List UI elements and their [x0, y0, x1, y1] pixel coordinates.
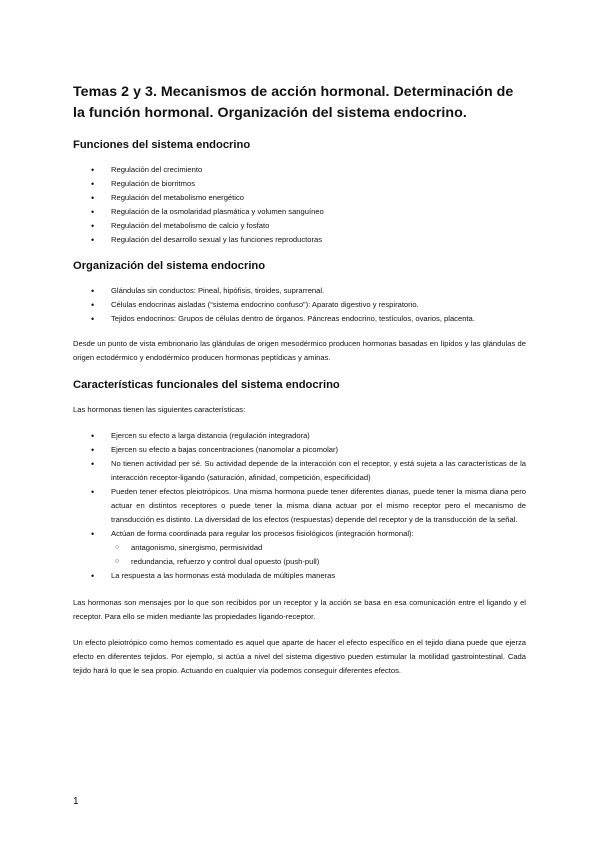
list-item: • Regulación del desarrollo sexual y las funciones reproductoras [91, 233, 526, 247]
organizacion-list [73, 284, 526, 326]
document-page [73, 82, 526, 679]
list-item: • Glándulas sin conductos: Pineal, hipófisis, tiroides, suprarrenal. [91, 284, 526, 298]
section-heading-funciones: Funciones del sistema endocrino [73, 139, 251, 151]
list-item: • Ejercen su efecto a larga distancia (regulación integradora) [91, 429, 526, 443]
list-item: • Regulación del crecimiento [91, 163, 526, 177]
caracteristicas-paragraph-1: Las hormonas son mensajes por lo que son recibidos por un receptor y la acción se basa en esa comunicación entre el ligando y el receptor. Para ello se miden mediante las propiedades ligando-receptor. [73, 597, 526, 621]
organizacion-paragraph: Desde un punto de vista embrionario las glándulas de origen mesodérmico producen hormonas basadas en lípidos y las glándulas de origen ectodérmico y endodérmico producen hormonas peptídicas y aminas. [73, 339, 526, 363]
list-item: • Regulación de biorritmos [91, 177, 526, 191]
list-item: • Regulación de la osmolaridad plasmática y volumen sanguíneo [91, 205, 526, 219]
list-item: • Pueden tener efectos pleiotrópicos. Una misma hormona puede tener diferentes dianas, puede tener la misma diana pero actuar en distintos receptores o puede tener la misma diana actuar por el mismo receptor pero el mecanismo de transducción es distinto. La diversidad de los efectos (respuestas) depende del receptor y de la transducción de la señal. [91, 485, 526, 527]
caracteristicas-list-end [73, 569, 526, 583]
list-item: • Ejercen su efecto a bajas concentraciones (nanomolar a picomolar) [91, 443, 526, 457]
list-item: • Tejidos endocrinos: Grupos de células dentro de órganos. Páncreas endocrino, testículos, ovarios, placenta. [91, 312, 526, 326]
caracteristicas-sublist [73, 541, 526, 569]
page-number: 1 [73, 796, 79, 807]
list-item: • Regulación del metabolismo energético [91, 191, 526, 205]
caracteristicas-intro: Las hormonas tienen las siguientes características: [73, 405, 246, 415]
section-heading-caracteristicas: Características funcionales del sistema endocrino [73, 379, 340, 392]
page-title: Temas 2 y 3. Mecanismos de acción hormonal. Determinación de la función hormonal. Organización del sistema endocrino. [73, 84, 514, 121]
caracteristicas-list [73, 429, 526, 541]
list-item: • No tienen actividad per sé. Su actividad depende de la interacción con el receptor, y está sujeta a las características de la interacción receptor-ligando (saturación, afinidad, competición, especificidad) [91, 457, 526, 485]
list-item: • Regulación del metabolismo de calcio y fosfato [91, 219, 526, 233]
sub-list-item: ○ redundancia, refuerzo y control dual opuesto (push-pull) [115, 555, 526, 569]
section-heading-organizacion: Organización del sistema endocrino [73, 260, 266, 272]
caracteristicas-paragraph-2: Un efecto pleiotrópico como hemos comentado es aquel que aparte de hacer el efecto específico en el tejido diana puede que ejerza efecto en diferentes tejidos. Por ejemplo, si actúa a nivel del sistema digestivo pueden estimular la motilidad gastrointestinal. Cada tejido hará lo que le sea propio. Actuando en cualquier vía podemos conseguir diferentes efectos. [73, 638, 526, 676]
list-item: • La respuesta a las hormonas está modulada de múltiples maneras [91, 569, 526, 583]
list-item: • Actúan de forma coordinada para regular los procesos fisiológicos (integración hormonal): [91, 527, 526, 541]
sub-list-item: ○ antagonismo, sinergismo, permisividad [115, 541, 526, 555]
funciones-list [73, 163, 526, 247]
list-item: • Células endocrinas aisladas (“sistema endocrino confuso”): Aparato digestivo y respiratorio. [91, 298, 526, 312]
